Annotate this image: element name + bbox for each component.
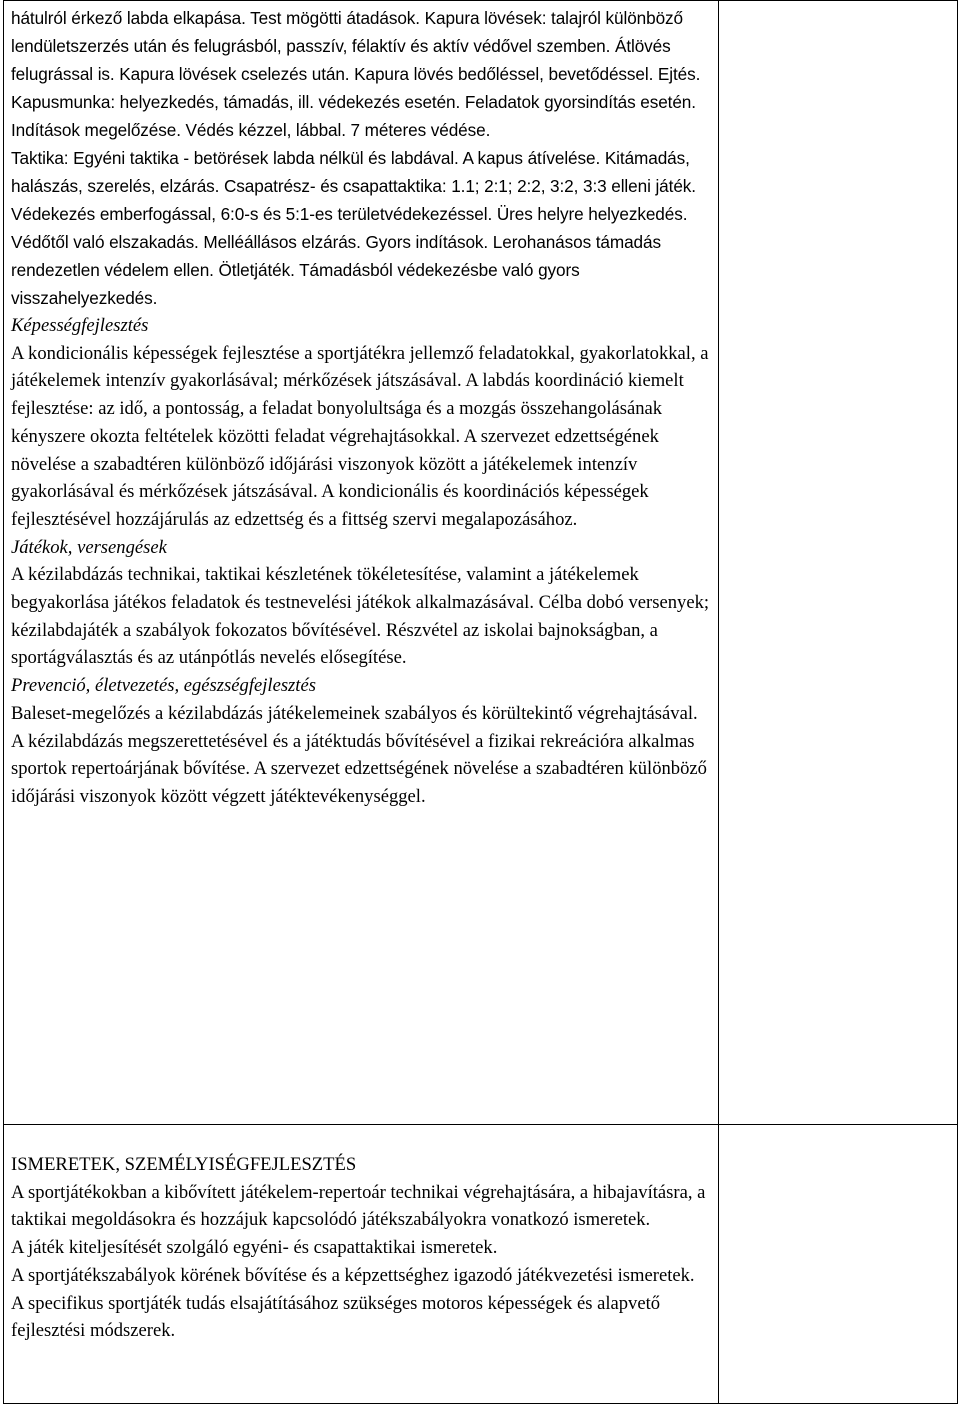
technique-text	[11, 4, 712, 312]
section-heading-jatekok: Játékok, versengések	[11, 536, 167, 558]
content-cell	[4, 1, 719, 1125]
knowledge-paragraph: A specifikus sportjáték tudás elsajátításához szükséges motoros képességek és alapvető fejlesztési módszerek.	[11, 1292, 661, 1342]
paragraph-shooting: hátulról érkező labda elkapása. Test mögötti átadások. Kapura lövések: talajról különböző lendületszerzés után és felugrásból, passzív, félaktív és aktív védővel szemben. Átlövés felugrással is. Kapura lövések cselezés után. Kapura lövés bedőléssel, bevetődéssel. Ejtés.	[11, 8, 701, 84]
empty-side-cell	[719, 1, 958, 1125]
knowledge-cell	[4, 1125, 719, 1404]
table-row	[4, 1125, 958, 1404]
empty-side-cell	[719, 1125, 958, 1404]
section-body-kepessegfejlesztes: A kondicionális képességek fejlesztése a sportjátékra jellemző feladatokkal, gyakorlatokkal, a játékelemek intenzív gyakorlásával; mérkőzések játszásával. A labdás koordináció kiemelt fejlesztése: az idő, a pontosság, a feladat bonyolultsága és a mozgás összehangolásának kényszere okozta feltételek közötti feladat végrehajtásokkal. A szervezet edzettségének növelése a szabadtéren különböző időjárási viszonyok között a játékelemek intenzív gyakorlásával és mérkőzések játszásával. A kondicionális és koordinációs képességek fejlesztésével hozzájárulás az edzettség és a fittség szervi megalapozásához.	[11, 342, 709, 530]
table-row	[4, 1, 958, 1125]
knowledge-heading: ISMERETEK, SZEMÉLYISÉGFEJLESZTÉS	[11, 1154, 357, 1175]
paragraph-goalkeeping: Kapusmunka: helyezkedés, támadás, ill. védekezés esetén. Feladatok gyorsindítás esetén. Indítások megelőzése. Védés kézzel, lábbal. 7 méteres védése.	[11, 92, 696, 140]
section-heading-kepessegfejlesztes: Képességfejlesztés	[11, 315, 149, 336]
section-body-jatekok: A kézilabdázás technikai, taktikai készletének tökéletesítése, valamint a játékelemek begyakorlása játékos feladatok és testnevelési játékok alkalmazásával. Célba dobó versenyek; kézilabdajáték a szabályok fokozatos bővítésével. Részvétel az iskolai bajnokságban, a sportágválasztás és az utánpótlás nevelés elősegítése.	[11, 564, 710, 669]
curriculum-table	[3, 0, 958, 1404]
section-body-prevencio: Baleset-megelőzés a kézilabdázás játékelemeinek szabályos és körültekintő végrehajtásával. A kézilabdázás megszerettetésével és a játéktudás bővítésével a fizikai rekreációra alkalmas sportok repertoárjának bővítése. A szervezet edzettségének növelése a szabadtéren különböző időjárási viszonyok között végzett játéktevékenységgel.	[11, 702, 707, 807]
knowledge-paragraph: A játék kiteljesítését szolgáló egyéni- és csapattaktikai ismeretek.	[11, 1237, 498, 1259]
paragraph-tactics: Taktika: Egyéni taktika - betörések labda nélkül és labdával. A kapus átívelése. Kitámadás, halászás, szerelés, elzárás. Csapatrész- és csapattaktika: 1.1; 2:1; 2:2, 3:2, 3:3 elleni játék. Védekezés emberfogással, 6:0-s és 5:1-es területvédekezéssel. Üres helyre helyezkedés. Védőtől való elszakadás. Melléállásos elzárás. Gyors indítások. Lerohanásos támadás rendezetlen védelem ellen. Ötletjáték. Támadásból védekezésbe való gyors visszahelyezkedés.	[11, 148, 696, 308]
knowledge-paragraph: A sportjátékokban a kibővített játékelem-repertoár technikai végrehajtására, a hibajavításra, a taktikai megoldásokra és hozzájuk kapcsolódó játékszabályokra vonatkozó ismeretek.	[11, 1181, 706, 1231]
section-heading-prevencio: Prevenció, életvezetés, egészségfejlesztés	[11, 675, 316, 697]
knowledge-paragraph: A sportjátékszabályok körének bővítése és a képzettséghez igazodó játékvezetési ismeretek.	[11, 1264, 695, 1286]
development-text	[11, 312, 712, 811]
